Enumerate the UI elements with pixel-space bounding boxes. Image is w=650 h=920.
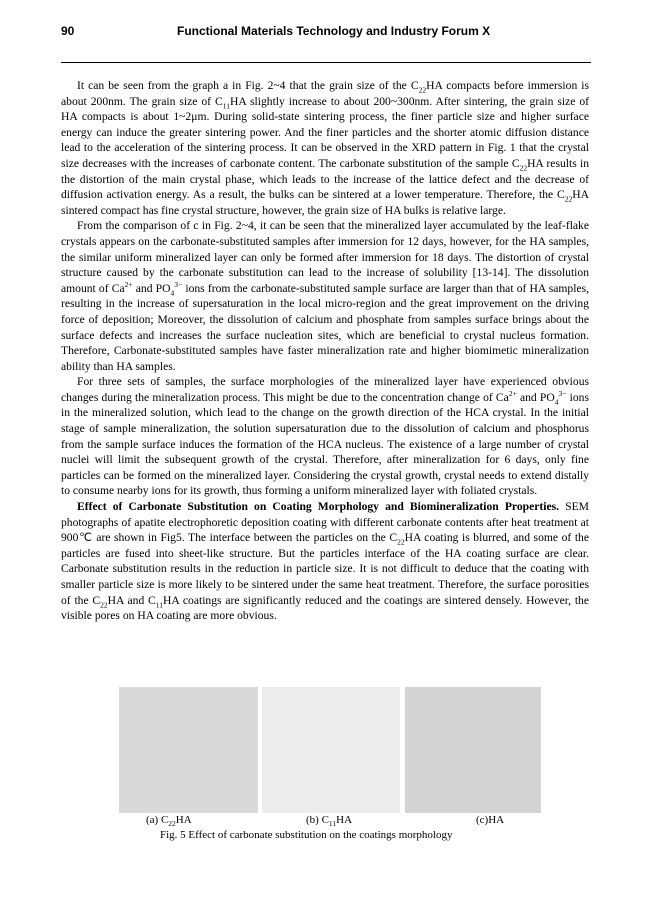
running-header	[61, 22, 591, 40]
figure-5	[119, 687, 542, 813]
paragraph-mineralized-layer: From the comparison of c in Fig. 2~4, it can be seen that the mineralized layer accumulated by the leaf-flake crystals appears on the carbonate-substituted samples after immersion for 12 days, however, for the HA samples, the similar uniform mineralized layer can only be formed after immersion for 18 days. The distortion of crystal structure caused by the carbonate substitution can lead to the increase of solubility [13-14]. The dissolution amount of $Ca^{2+}$ and $PO_4^{3-}$ ions from the carbonate-substituted sample surface are larger than that of HA samples, resulting in the increase of supersaturation in the local micro-region and the great improvement on the driving force of deposition; Moreover, the dissolution of calcium and phosphate from samples surface brings about the surface defects and increases the surface nucleation sites, which are beneficial to crystal nucleus formation. Therefore, Carbonate-substituted samples have faster mineralization rate and higher biomimetic mineralization ability than HA samples.	[61, 219, 590, 373]
journal-title: Functional Materials Technology and Industry Forum X	[177, 24, 491, 38]
section-heading: Effect of Carbonate Substitution on Coating Morphology and Biomineralization Properties.	[77, 500, 560, 514]
paragraph-coating-morphology: Effect of Carbonate Substitution on Coating Morphology and Biomineralization Properties. SEM photographs of apatite electrophoretic deposition coating with different carbonate contents after heat treatment at 900℃ are shown in Fig5. The interface between the particles on the $C_{22}HA$ coating is blurred, and some of the particles are fused into sheet-like structure. But the particles interface of the HA coating surface are clear. Carbonate substitution results in the reduction in particle size. It is not difficult to deduce that the coating with smaller particle size is more likely to be sintered under the same heat treatment. Therefore, the surface porosities of the $C_{22}HA$ and $C_{11}HA$ coatings are significantly reduced and the coatings are sintered densely. However, the visible pores on HA coating are more obvious.	[61, 500, 589, 623]
header-rule	[61, 62, 591, 63]
paragraph-surface-morphology: For three sets of samples, the surface morphologies of the mineralized layer have experienced obvious changes during the mineralization process. This might be due to the concentration change of $Ca^{2+}$ and $PO_4^{3-}$ ions in the mineralized solution, which lead to the change on the growth direction of the HCA crystal. In the initial stage of sample mineralization, the solution supersaturation due to the dissolution of calcium and phosphorus from the sample surface induces the formation of the HCA nucleus. The existence of a large number of crystal nuclei will limit the subsequent growth of the crystal. Therefore, after mineralization for 6 days, only fine particles can be formed on the mineralized layer. Considering the crystal growth, crystal needs to extend distally to consume nearby ions for its growth, thus forming a uniform mineralized layer with foliated crystals.	[61, 375, 589, 498]
sem-image-c22ha	[119, 687, 258, 813]
sem-image-c11ha	[262, 687, 400, 813]
figure-caption: Fig. 5 Effect of carbonate substitution on the coatings morphology	[160, 829, 453, 841]
paragraph-grain-size: It can be seen from the graph a in Fig. 2~4 that the grain size of the $C_{22}HA$ compacts before immersion is about 200nm. The grain size of $C_{11}HA$ slightly increase to about 200~300nm. After sintering, the grain size of HA compacts is about 1~2μm. During solid-state sintering process, the finer particle size and higher surface energy can induce the greater sintering power. And the finer particles and the shorter atomic diffusion distance lead to the acceleration of the sintering process. It can be observed in the XRD pattern in Fig. 1 that the crystal size decreases with the increases of carbonate content. The carbonate substitution of the sample $C_{22}HA$ results in the distortion of the main crystal phase, which leads to the increase of the lattice defect and the decrease of diffusion activation energy. As a result, the bulks can be sintered at a lower temperature. Therefore, the $C_{22}HA$ sintered compact has fine crystal structure, however, the grain size of HA bulks is relative large.	[61, 79, 589, 217]
panel-label-c: (c)HA	[476, 814, 505, 826]
article-body	[61, 78, 589, 624]
page-number: 90	[61, 24, 75, 38]
panel-label-a: (a) $C_{22}HA$	[146, 814, 192, 829]
sem-image-ha	[405, 687, 541, 813]
panel-label-b: (b) $C_{11}HA$	[306, 814, 353, 829]
